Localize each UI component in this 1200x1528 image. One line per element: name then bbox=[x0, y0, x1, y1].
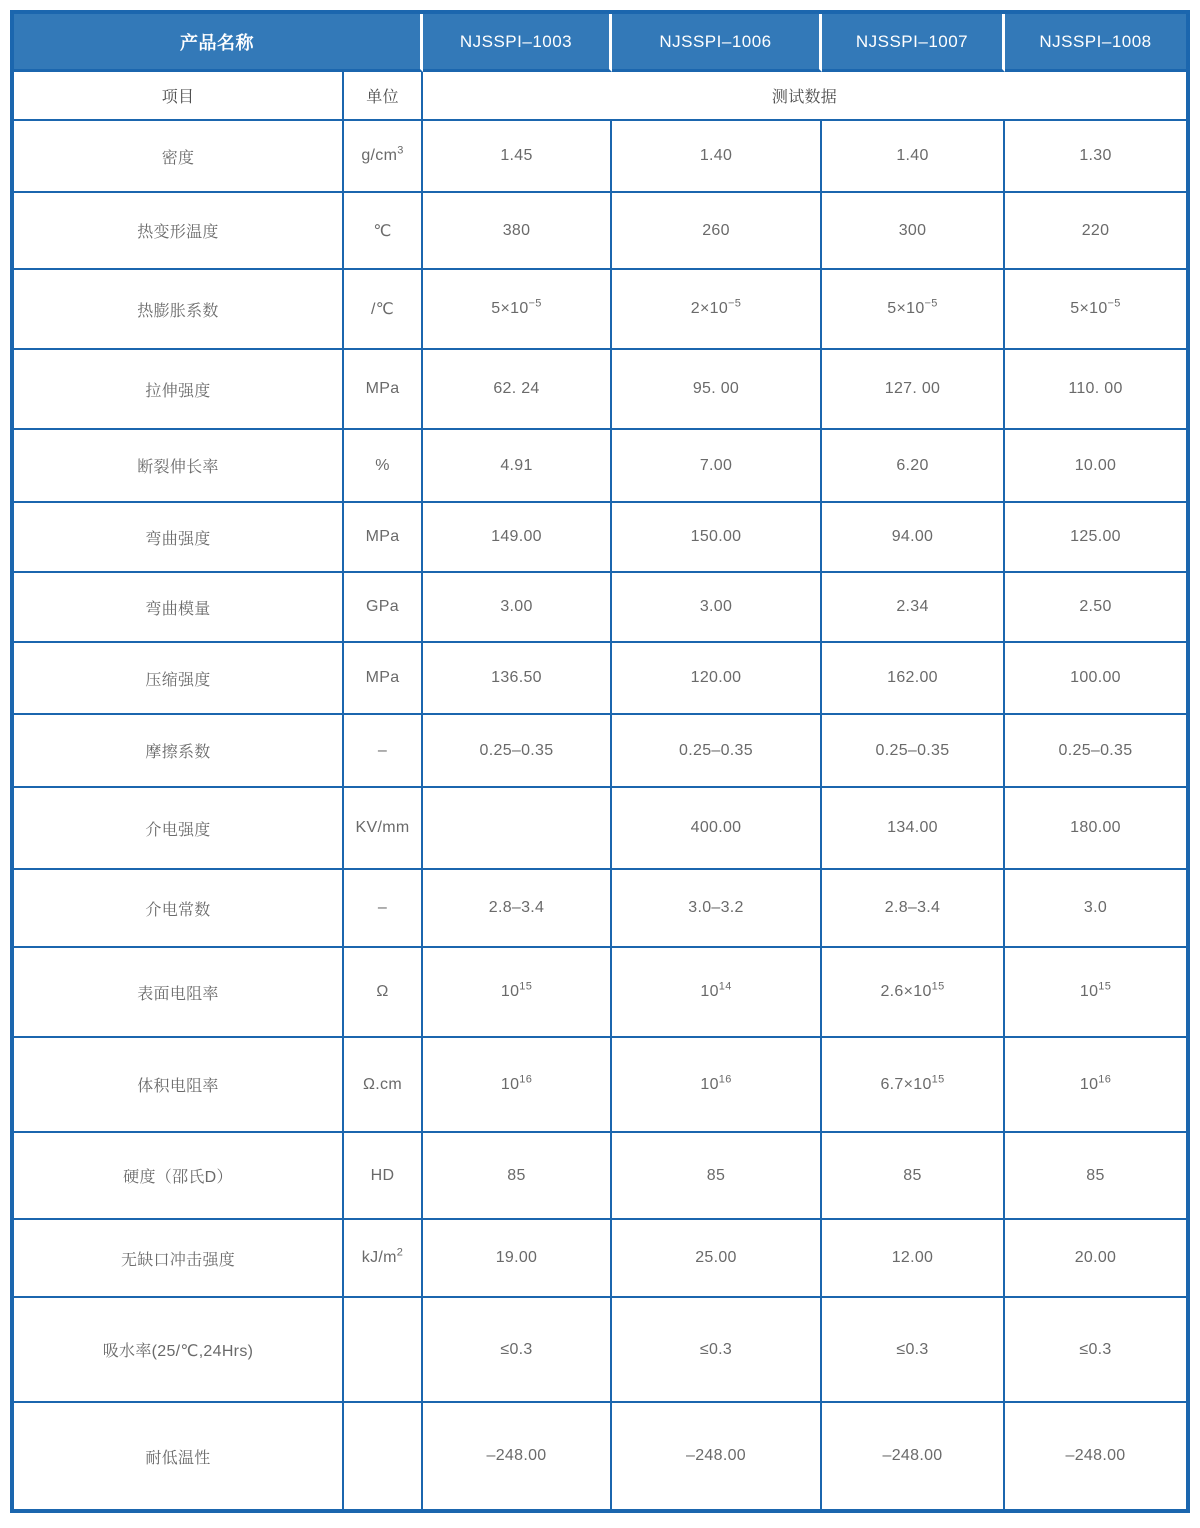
row-value: 10.00 bbox=[1005, 430, 1186, 503]
table-row-surface-resistivity bbox=[14, 948, 1186, 1038]
row-value: 3.0 bbox=[1005, 870, 1186, 948]
row-item-label: 硬度（邵氏D） bbox=[14, 1133, 344, 1220]
row-unit: GPa bbox=[344, 573, 423, 643]
product-header-row bbox=[14, 14, 1186, 72]
row-unit: MPa bbox=[344, 643, 423, 715]
product-spec-table bbox=[10, 10, 1190, 1513]
row-unit: Ω bbox=[344, 948, 423, 1038]
row-value: $10^{15}$ bbox=[423, 948, 612, 1038]
row-item-label: 吸水率(25/℃,24Hrs) bbox=[14, 1298, 344, 1403]
row-value: 25.00 bbox=[612, 1220, 822, 1298]
row-value: –248.00 bbox=[822, 1403, 1005, 1509]
row-value: 3.0–3.2 bbox=[612, 870, 822, 948]
row-unit: $kJ/m^2$ bbox=[344, 1220, 423, 1298]
row-value: 0.25–0.35 bbox=[423, 715, 612, 788]
row-value: 12.00 bbox=[822, 1220, 1005, 1298]
row-value: 4.91 bbox=[423, 430, 612, 503]
row-value: $6.7\times 10^{15}$ bbox=[822, 1038, 1005, 1133]
row-value: 1.30 bbox=[1005, 121, 1186, 193]
row-unit: /℃ bbox=[344, 270, 423, 350]
row-value: 3.00 bbox=[423, 573, 612, 643]
subheader-row bbox=[14, 72, 1186, 121]
row-item-label: 摩擦系数 bbox=[14, 715, 344, 788]
row-value: 0.25–0.35 bbox=[822, 715, 1005, 788]
row-value: 19.00 bbox=[423, 1220, 612, 1298]
row-value: –248.00 bbox=[1065, 1447, 1126, 1464]
table-row-dielectric-strength bbox=[14, 788, 1186, 870]
table-row-dielectric-constant bbox=[14, 870, 1186, 948]
row-value: 62. 24 bbox=[423, 350, 612, 430]
table-row-hardness-shore-d bbox=[14, 1133, 1186, 1220]
row-unit: % bbox=[344, 430, 423, 503]
row-value: 85 bbox=[1005, 1133, 1186, 1220]
row-item-label: 体积电阻率 bbox=[14, 1038, 344, 1133]
row-value: 300 bbox=[822, 193, 1005, 270]
table-row-friction-coefficient bbox=[14, 715, 1186, 788]
row-value: 85 bbox=[822, 1133, 1005, 1220]
unit-column-header: 单位 bbox=[344, 72, 423, 121]
row-value: 3.00 bbox=[612, 573, 822, 643]
row-item-label: 表面电阻率 bbox=[14, 948, 344, 1038]
row-value: –248.00 bbox=[612, 1403, 822, 1509]
row-value: 380 bbox=[423, 193, 612, 270]
table-row-thermal-expansion bbox=[14, 270, 1186, 350]
row-value: 125.00 bbox=[1005, 503, 1186, 573]
row-unit: KV/mm bbox=[344, 788, 423, 870]
row-item-label: 弯曲模量 bbox=[14, 573, 344, 643]
row-value: 260 bbox=[612, 193, 822, 270]
row-item-label: 密度 bbox=[14, 121, 344, 193]
item-column-header: 项目 bbox=[14, 72, 344, 121]
row-value: 180.00 bbox=[1005, 788, 1186, 870]
row-value: ≤0.3 bbox=[822, 1298, 1005, 1403]
row-value: 85 bbox=[612, 1133, 822, 1220]
table-row-flexural-modulus bbox=[14, 573, 1186, 643]
table-row-density bbox=[14, 121, 1186, 193]
row-value: 2.8–3.4 bbox=[822, 870, 1005, 948]
table-row-heat-deflection-temp bbox=[14, 193, 1186, 270]
row-value: 2.50 bbox=[1005, 573, 1186, 643]
row-item-label: 耐低温性 bbox=[14, 1403, 344, 1509]
row-unit: MPa bbox=[344, 503, 423, 573]
product-column-njsspi-1007: NJSSPI–1007 bbox=[822, 14, 1005, 72]
row-value: 1.40 bbox=[822, 121, 1005, 193]
row-value: $5\times 10^{-5}$ bbox=[822, 270, 1005, 350]
row-unit: HD bbox=[344, 1133, 423, 1220]
table-row-unnotched-impact-strength bbox=[14, 1220, 1186, 1298]
row-unit bbox=[344, 1298, 423, 1403]
row-value: 95. 00 bbox=[612, 350, 822, 430]
row-value: $10^{16}$ bbox=[423, 1038, 612, 1133]
row-value: 94.00 bbox=[822, 503, 1005, 573]
row-value: 2.34 bbox=[822, 573, 1005, 643]
row-unit: $g/cm^3$ bbox=[344, 121, 423, 193]
table-row-water-absorption bbox=[14, 1298, 1186, 1403]
row-value: 110. 00 bbox=[1005, 350, 1186, 430]
row-value: 136.50 bbox=[423, 643, 612, 715]
row-unit bbox=[344, 1403, 423, 1509]
row-value: ≤0.3 bbox=[423, 1298, 612, 1403]
row-value: 149.00 bbox=[423, 503, 612, 573]
test-data-header: 测试数据 bbox=[423, 72, 1186, 121]
row-unit: – bbox=[344, 870, 423, 948]
row-value: $10^{16}$ bbox=[612, 1038, 822, 1133]
row-value: 120.00 bbox=[612, 643, 822, 715]
row-value: 20.00 bbox=[1005, 1220, 1186, 1298]
row-item-label: 无缺口冲击强度 bbox=[14, 1220, 344, 1298]
row-value: 220 bbox=[1005, 193, 1186, 270]
row-value: $2.6\times 10^{15}$ bbox=[822, 948, 1005, 1038]
row-value: 7.00 bbox=[612, 430, 822, 503]
row-item-label: 介电常数 bbox=[14, 870, 344, 948]
row-item-label: 断裂伸长率 bbox=[14, 430, 344, 503]
row-value: 162.00 bbox=[822, 643, 1005, 715]
row-value: 0.25–0.35 bbox=[1005, 715, 1186, 788]
table-row-flexural-strength bbox=[14, 503, 1186, 573]
table-row-compressive-strength bbox=[14, 643, 1186, 715]
table-row-volume-resistivity bbox=[14, 1038, 1186, 1133]
row-item-label: 弯曲强度 bbox=[14, 503, 344, 573]
row-value: 100.00 bbox=[1005, 643, 1186, 715]
row-value: 134.00 bbox=[822, 788, 1005, 870]
row-value: $5\times 10^{-5}$ bbox=[1005, 270, 1186, 350]
row-item-label: 热膨胀系数 bbox=[14, 270, 344, 350]
row-value: $5\times 10^{-5}$ bbox=[423, 270, 612, 350]
row-value: $10^{14}$ bbox=[612, 948, 822, 1038]
product-column-njsspi-1006: NJSSPI–1006 bbox=[612, 14, 822, 72]
row-item-label: 介电强度 bbox=[14, 788, 344, 870]
row-value: $10^{15}$ bbox=[1005, 948, 1186, 1038]
row-value: 400.00 bbox=[612, 788, 822, 870]
product-column-njsspi-1008: NJSSPI–1008 bbox=[1005, 14, 1186, 72]
row-value: ≤0.3 bbox=[1005, 1298, 1186, 1403]
row-value: 1.40 bbox=[612, 121, 822, 193]
row-unit: – bbox=[344, 715, 423, 788]
product-column-njsspi-1003: NJSSPI–1003 bbox=[423, 14, 612, 72]
row-value: $2\times 10^{-5}$ bbox=[612, 270, 822, 350]
row-item-label: 拉伸强度 bbox=[14, 350, 344, 430]
row-value: ≤0.3 bbox=[612, 1298, 822, 1403]
row-value: 1.45 bbox=[423, 121, 612, 193]
table-row-low-temperature-resistance bbox=[14, 1403, 1186, 1509]
row-unit: Ω.cm bbox=[344, 1038, 423, 1133]
row-value: 2.8–3.4 bbox=[423, 870, 612, 948]
row-value: 150.00 bbox=[612, 503, 822, 573]
row-value: 127. 00 bbox=[822, 350, 1005, 430]
row-unit: ℃ bbox=[344, 193, 423, 270]
row-item-label: 热变形温度 bbox=[14, 193, 344, 270]
product-name-header: 产品名称 bbox=[14, 14, 423, 72]
row-value: 0.25–0.35 bbox=[612, 715, 822, 788]
table-row-elongation-at-break bbox=[14, 430, 1186, 503]
row-value: $10^{16}$ bbox=[1005, 1038, 1186, 1133]
row-value bbox=[423, 788, 612, 870]
row-value: 85 bbox=[423, 1133, 612, 1220]
table-row-tensile-strength bbox=[14, 350, 1186, 430]
row-value: –248.00 bbox=[423, 1403, 612, 1509]
row-item-label: 压缩强度 bbox=[14, 643, 344, 715]
row-value: 6.20 bbox=[822, 430, 1005, 503]
row-unit: MPa bbox=[344, 350, 423, 430]
